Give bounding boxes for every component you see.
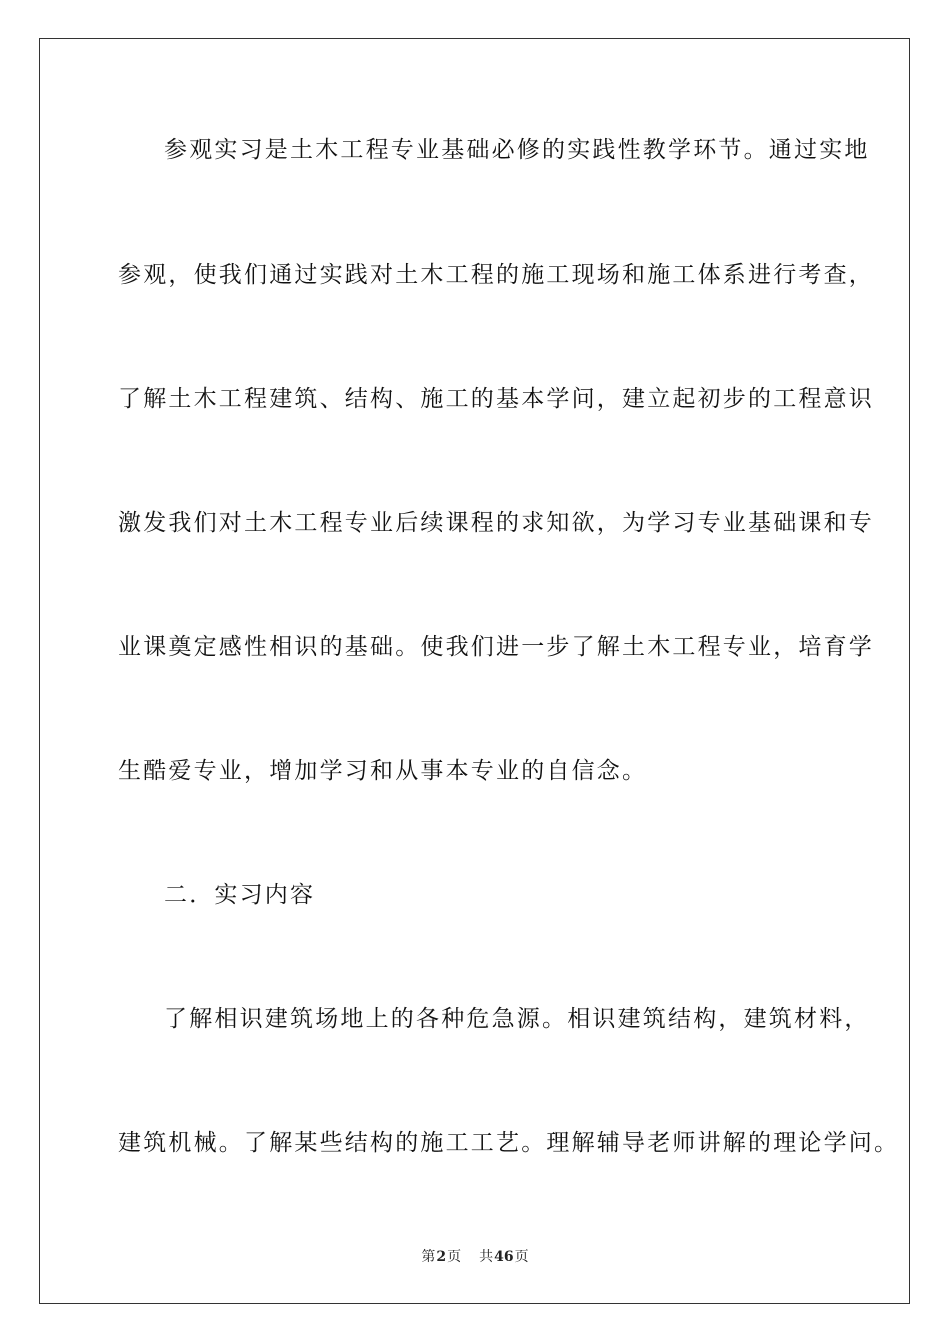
paragraph-2-line-2: 建筑机械。了解某些结构的施工工艺。理解辅导老师讲解的理论学问。 [118, 1130, 900, 1156]
paragraph-1-line-2: 参观，使我们通过实践对土木工程的施工现场和施工体系进行考查， [118, 262, 874, 288]
footer-total-suffix: 页 [514, 1249, 529, 1265]
footer-page-suffix: 页 [447, 1249, 462, 1265]
footer-page-prefix: 第 [421, 1249, 436, 1265]
paragraph-1-line-6: 生酷爱专业，增加学习和从事本专业的自信念。 [118, 758, 648, 784]
footer-total-pages: 46 [494, 1249, 514, 1265]
paragraph-1-line-1: 参观实习是土木工程专业基础必修的实践性教学环节。通过实地 [164, 137, 870, 163]
paragraph-2-line-1: 了解相识建筑场地上的各种危急源。相识建筑结构，建筑材料， [164, 1006, 870, 1032]
paragraph-1-line-4: 激发我们对土木工程专业后续课程的求知欲，为学习专业基础课和专 [118, 510, 874, 536]
footer-total-prefix: 共 [479, 1249, 494, 1265]
section-heading: 二．实习内容 [164, 882, 316, 908]
page-footer [0, 1247, 950, 1267]
page-border [39, 38, 910, 1304]
paragraph-1-line-5: 业课奠定感性相识的基础。使我们进一步了解土木工程专业，培育学 [118, 634, 874, 660]
paragraph-1-line-3: 了解土木工程建筑、结构、施工的基本学问，建立起初步的工程意识 [118, 386, 874, 412]
footer-page-number: 2 [436, 1249, 447, 1265]
